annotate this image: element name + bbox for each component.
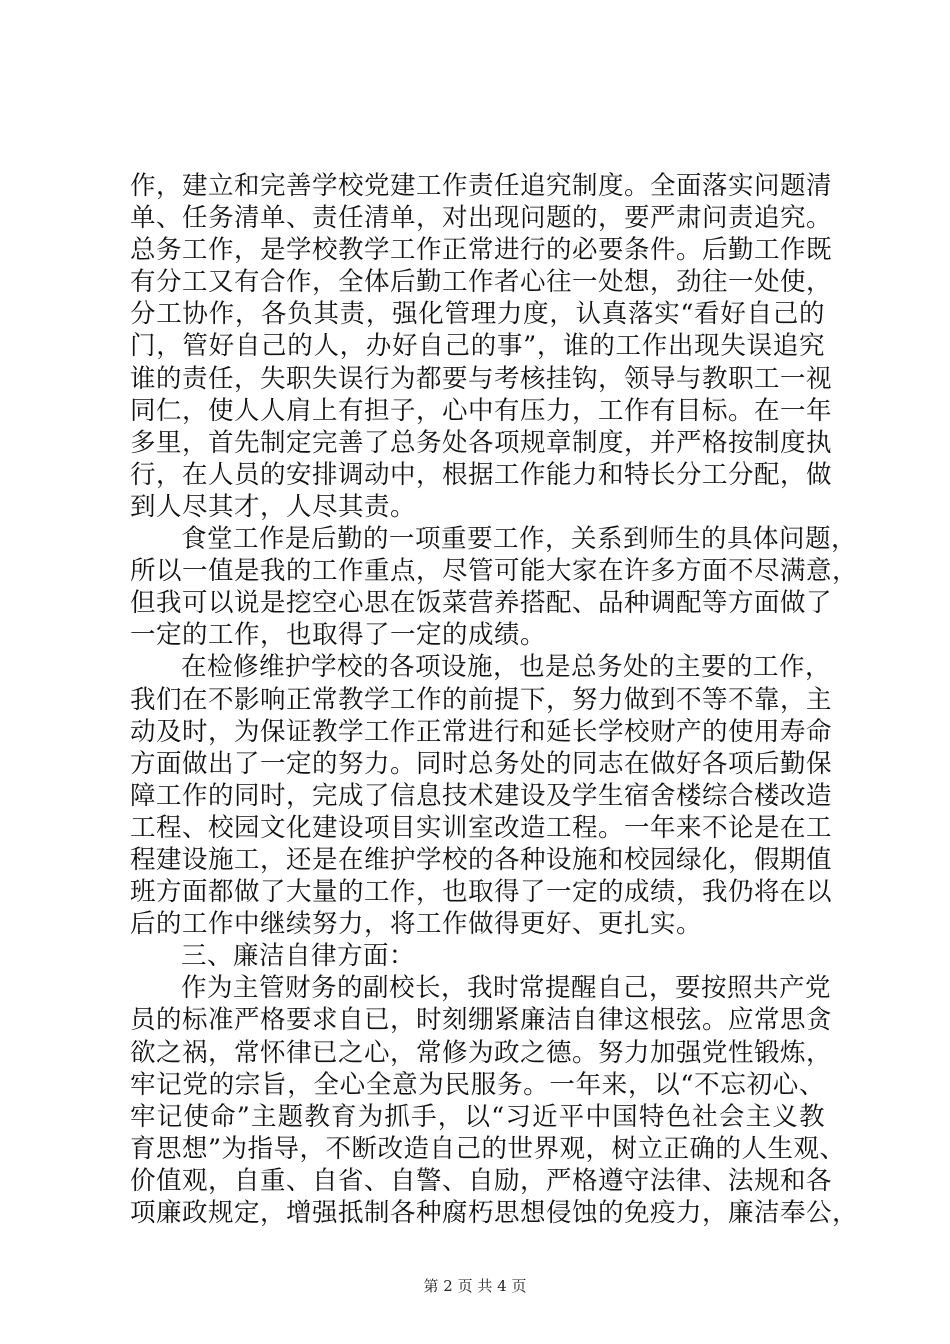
paragraph-first-line: 作为主管财务的副校长，我时常提醒自己，要按照共产党 xyxy=(181,973,832,1004)
text-line: 动及时，为保证教学工作正常进行和延长学校财产的使用寿命 xyxy=(130,716,833,747)
section-heading: 三、廉洁自律方面： xyxy=(181,941,416,972)
text-line: 单、任务清单、责任清单，对出现问题的，要严肃问责追究。 xyxy=(130,203,833,234)
document-body xyxy=(130,170,859,1229)
text-line: 谁的责任，失职失误行为都要与考核挂钩，领导与教职工一视 xyxy=(130,363,833,394)
text-line: 牢记使命”主题教育为抓手，以“习近平中国特色社会主义教 xyxy=(130,1101,825,1132)
text-line: 分工协作，各负其责，强化管理力度，认真落实“看好自己的 xyxy=(130,299,825,330)
text-line: 程建设施工，还是在维护学校的各种设施和校园绿化，假期值 xyxy=(130,844,833,875)
text-line: 员的标准严格要求自已，时刻绷紧廉洁自律这根弦。应常思贪 xyxy=(130,1005,833,1036)
text-line: 障工作的同时，完成了信息技术建设及学生宿舍楼综合楼改造 xyxy=(130,780,833,811)
paragraph-first-line: 在检修维护学校的各项设施，也是总务处的主要的工作， xyxy=(181,652,832,683)
text-line: 门，管好自己的人，办好自己的事”，谁的工作出现失误追究 xyxy=(130,331,825,362)
text-line: 育思想”为指导，不断改造自己的世界观，树立正确的人生观、 xyxy=(130,1133,846,1164)
text-line: 多里，首先制定完善了总务处各项规章制度，并严格按制度执 xyxy=(130,427,833,458)
text-line: 同仁，使人人肩上有担子，心中有压力，工作有目标。在一年 xyxy=(130,395,833,426)
text-line: 行，在人员的安排调动中，根据工作能力和特长分工分配，做 xyxy=(130,459,833,490)
text-line: 一定的工作，也取得了一定的成绩。 xyxy=(130,620,547,651)
page-number-footer: 第 2 页 共 4 页 xyxy=(423,1277,527,1295)
text-line: 作，建立和完善学校党建工作责任追究制度。全面落实问题清 xyxy=(130,171,833,201)
text-line: 班方面都做了大量的工作，也取得了一定的成绩，我仍将在以 xyxy=(130,877,833,908)
paragraph-first-line: 食堂工作是后勤的一项重要工作，关系到师生的具体问题， xyxy=(181,524,858,555)
text-line: 价值观，自重、自省、自警、自励，严格遵守法律、法规和各 xyxy=(130,1165,833,1196)
text-line: 方面做出了一定的努力。同时总务处的同志在做好各项后勤保 xyxy=(130,748,833,779)
text-line: 我们在不影响正常教学工作的前提下，努力做到不等不靠，主 xyxy=(130,684,833,715)
text-line: 欲之祸，常怀律已之心，常修为政之德。努力加强党性锻炼， xyxy=(130,1037,833,1068)
text-line: 到人尽其才，人尽其责。 xyxy=(130,491,417,522)
text-line: 总务工作，是学校教学工作正常进行的必要条件。后勤工作既 xyxy=(130,235,833,266)
text-line: 有分工又有合作，全体后勤工作者心往一处想，劲往一处使， xyxy=(130,267,833,298)
text-line: 项廉政规定，增强抵制各种腐朽思想侵蚀的免疫力，廉洁奉公， xyxy=(130,1198,859,1228)
text-line: 后的工作中继续努力，将工作做得更好、更扎实。 xyxy=(130,909,703,940)
text-line: 工程、校园文化建设项目实训室改造工程。一年来不论是在工 xyxy=(130,812,833,843)
text-line: 但我可以说是挖空心思在饭菜营养搭配、品种调配等方面做了 xyxy=(130,588,833,619)
text-line: 所以一值是我的工作重点，尽管可能大家在许多方面不尽满意， xyxy=(130,556,859,587)
text-line: 牢记党的宗旨，全心全意为民服务。一年来，以“不忘初心、 xyxy=(130,1069,825,1100)
